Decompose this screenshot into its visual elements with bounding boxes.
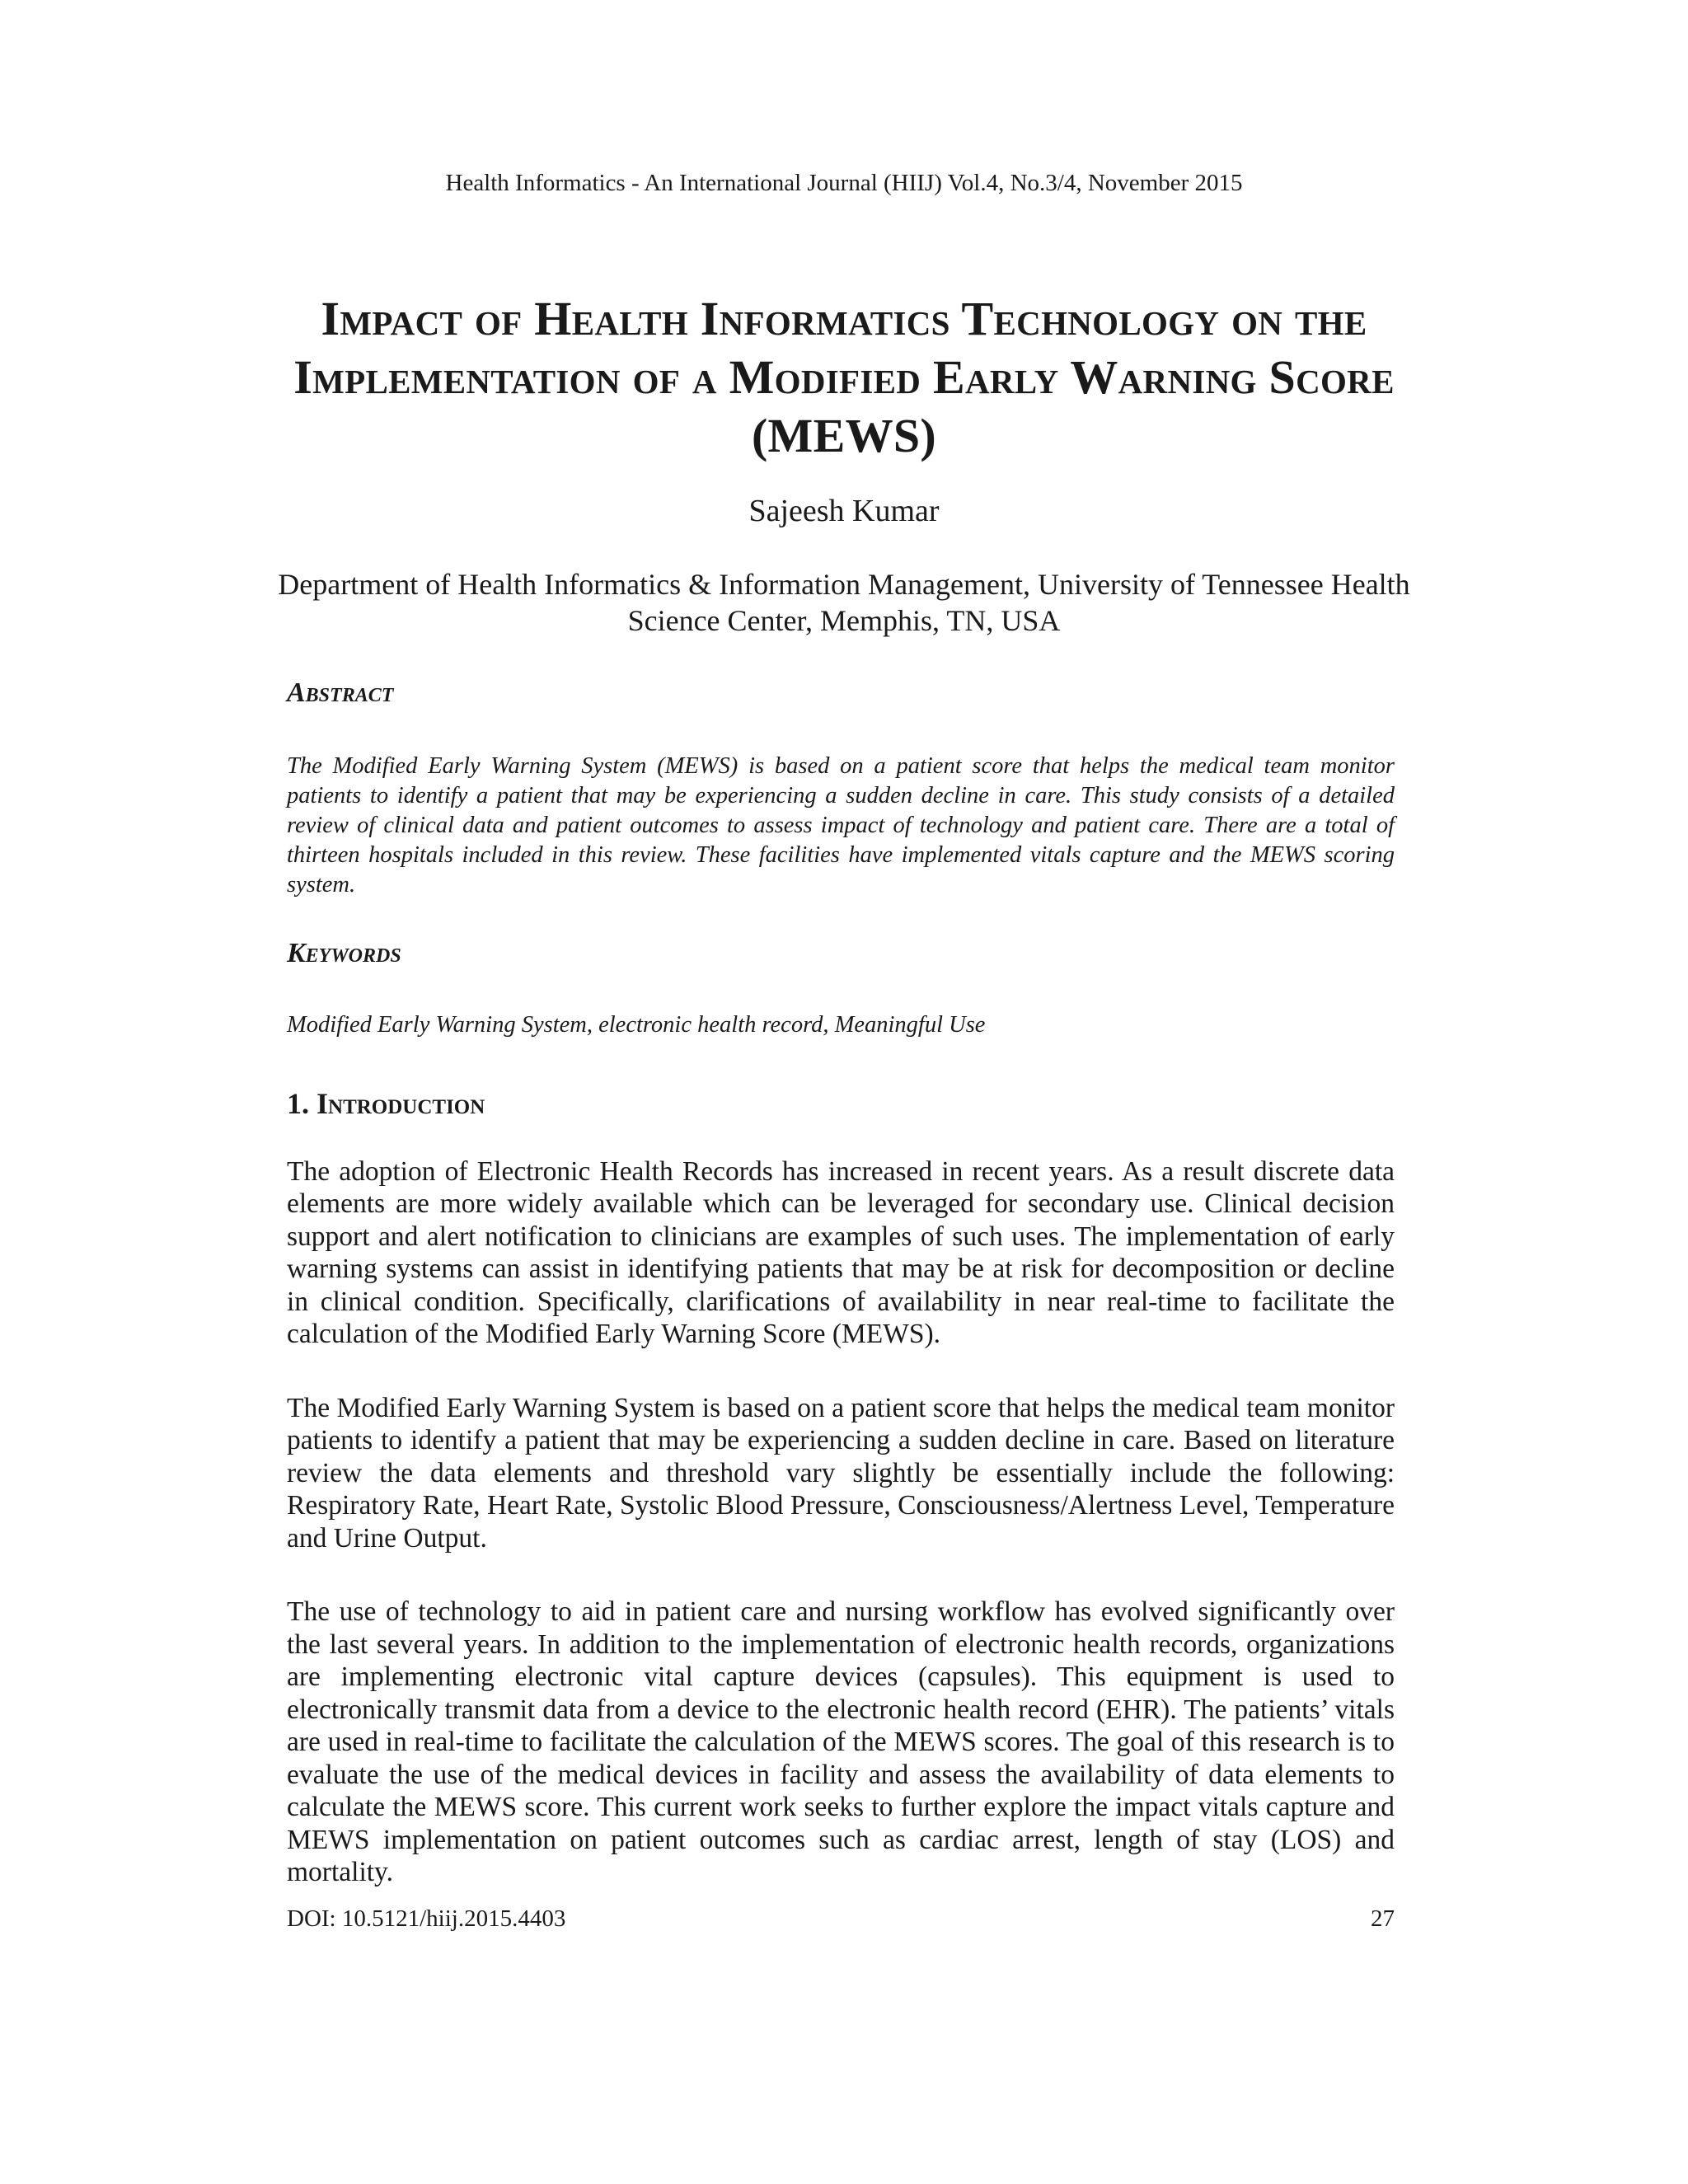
page-footer [287, 1905, 1395, 1933]
keywords-text: Modified Early Warning System, electronic health record, Meaningful Use [287, 1011, 986, 1038]
introduction-paragraph: The Modified Early Warning System is based on a patient score that helps the medical team monitor patients to identify a patient that may be experiencing a sudden decline in care. Based on literature review the data elements and threshold vary slightly be essentially include the following: Respiratory Rate, Heart Rate, Systolic Blood Pressure, Consciousness/Alertness Level, Temperature and Urine Output. [287, 1392, 1395, 1554]
introduction-heading: 1. Introduction [287, 1086, 485, 1120]
author-affiliation: Department of Health Informatics & Information Management, University of Tennessee Health Science Center, Memphis, TN, USA [278, 568, 1410, 637]
running-head: Health Informatics - An International Journal (HIIJ) Vol.4, No.3/4, November 2015 [445, 170, 1243, 196]
introduction-paragraph: The adoption of Electronic Health Records has increased in recent years. As a result discrete data elements are more widely available which can be leveraged for secondary use. Clinical decision support and alert notification to clinicians are examples of such uses. The implementation of early warning systems can assist in identifying patients that may be at risk for decomposition or decline in clinical condition. Specifically, clarifications of availability in near real-time to facilitate the calculation of the Modified Early Warning Score (MEWS). [287, 1155, 1395, 1350]
introduction-paragraph: The use of technology to aid in patient care and nursing workflow has evolved significantly over the last several years. In addition to the implementation of electronic health records, organizations are implementing electronic vital capture devices (capsules). This equipment is used to electronically transmit data from a device to the electronic health record (EHR). The patients’ vitals are used in real-time to facilitate the calculation of the MEWS scores. The goal of this research is to evaluate the use of the medical devices in facility and assess the availability of data elements to calculate the MEWS score. This current work seeks to further explore the impact vitals capture and MEWS implementation on patient outcomes such as cardiac arrest, length of stay (LOS) and mortality. [287, 1596, 1395, 1888]
page-number: 27 [1371, 1905, 1395, 1932]
keywords-heading: Keywords [287, 937, 401, 968]
abstract-heading: Abstract [287, 677, 394, 708]
paper-title: Impact of Health Informatics Technology on the Implementation of a Modified Early Warning Score (MEWS) [293, 292, 1395, 462]
abstract-text: The Modified Early Warning System (MEWS) is based on a patient score that helps the medical team monitor patients to identify a patient that may be experiencing a sudden decline in care. This study consists of a detailed review of clinical data and patient outcomes to assess impact of technology and patient care. There are a total of thirteen hospitals included in this review. These facilities have implemented vitals capture and the MEWS scoring system. [287, 753, 1395, 898]
doi-label: DOI: 10.5121/hiij.2015.4403 [287, 1905, 566, 1932]
author-name: Sajeesh Kumar [748, 494, 940, 528]
paper-body [287, 676, 1395, 1889]
